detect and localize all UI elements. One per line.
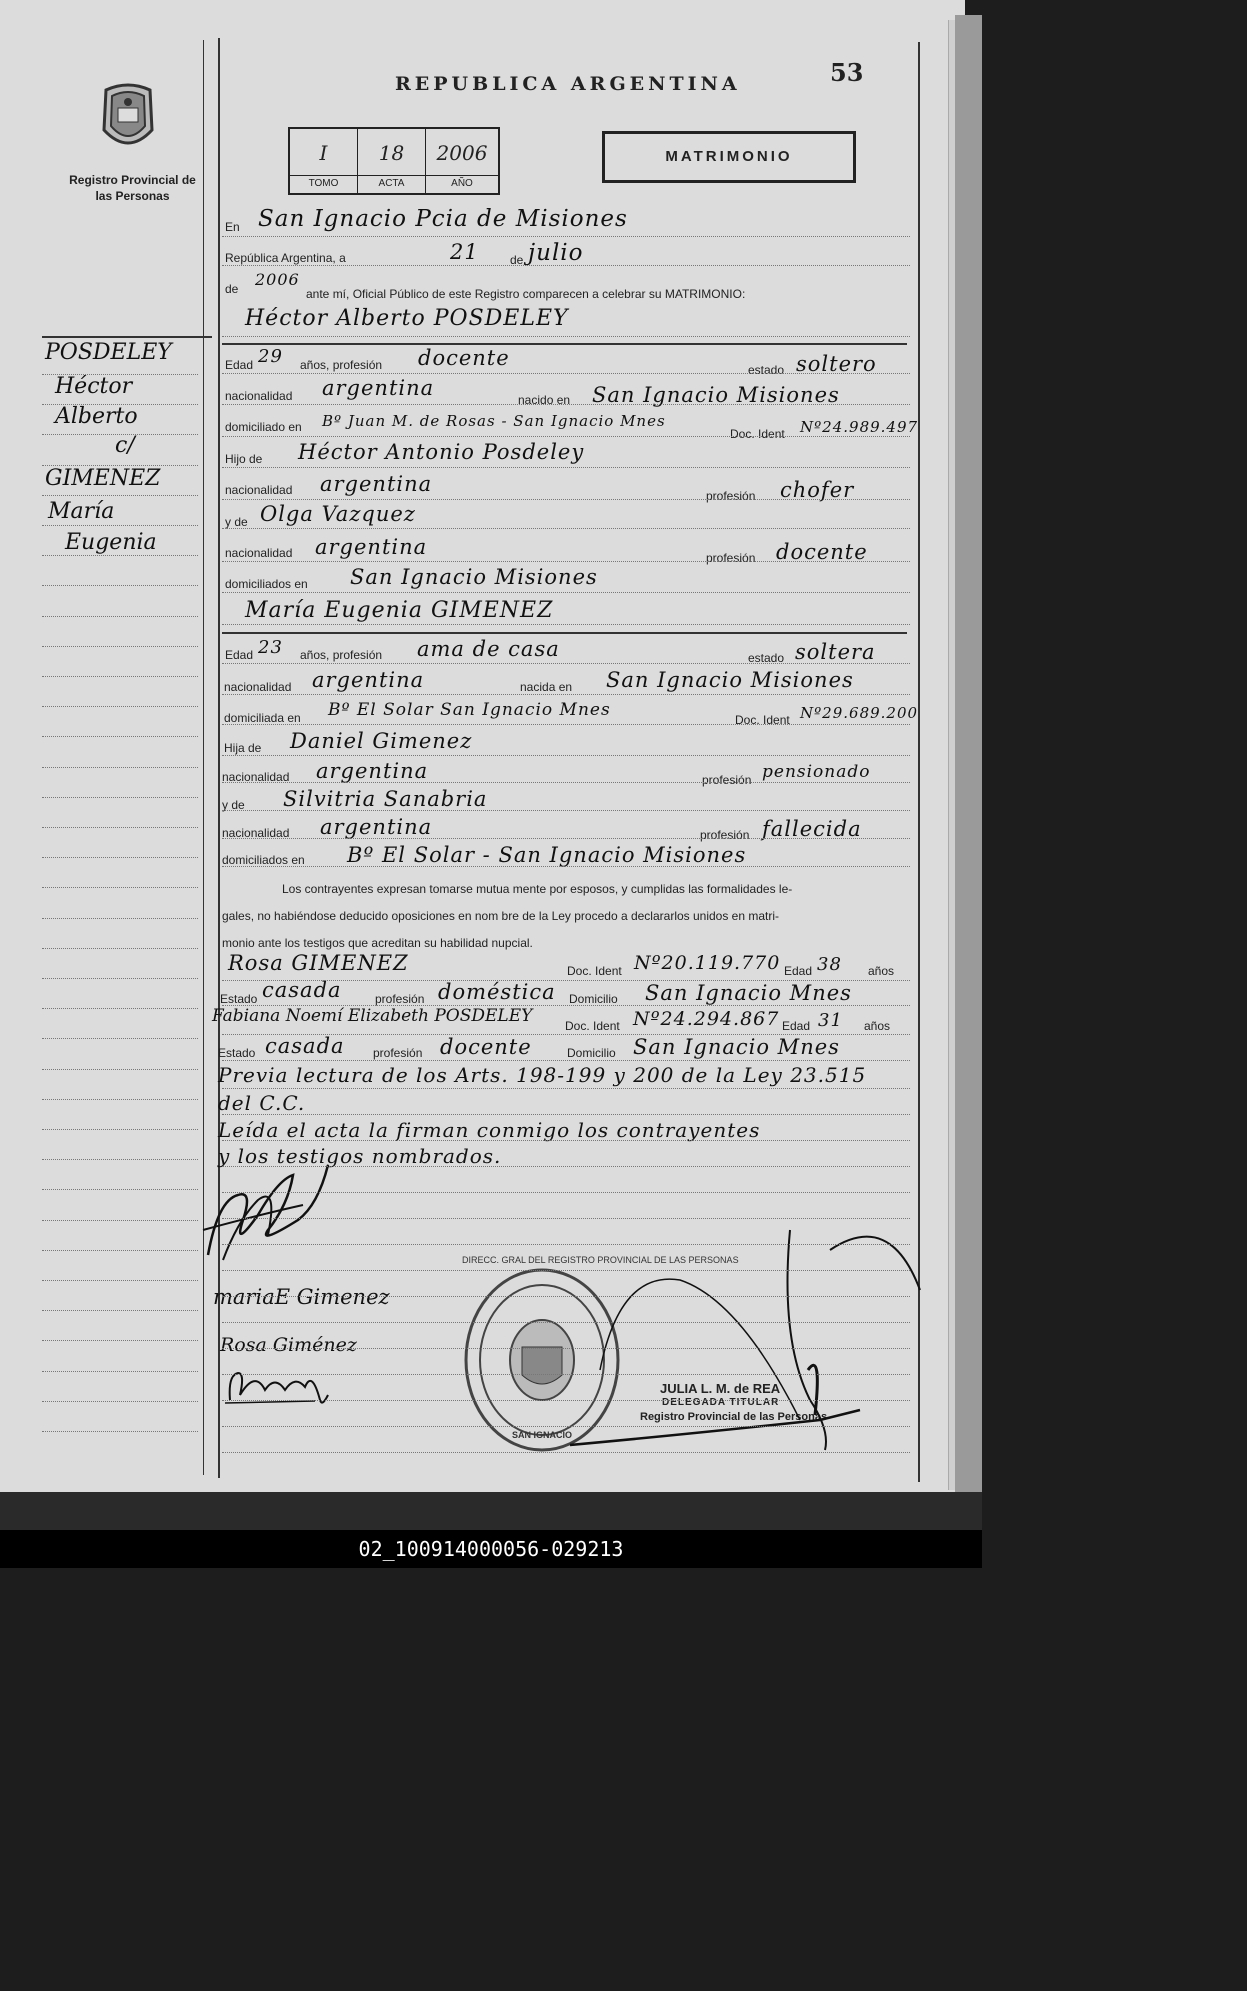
de-label: de [510, 253, 524, 267]
body-rule-line [222, 782, 910, 783]
witness2-doc-label: Doc. Ident [565, 1019, 620, 1033]
body-rule-line [222, 838, 910, 839]
witness1-dom-label: Domicilio [569, 992, 618, 1006]
bride-nacida-label: nacida en [520, 680, 573, 694]
bride-father-prof: pensionado [762, 762, 871, 782]
witness2-estado-label: Estado [218, 1046, 256, 1060]
tomo-label: TOMO [290, 175, 357, 189]
bride-nac-label: nacionalidad [224, 680, 292, 694]
tomo-cell [290, 129, 358, 193]
body-rule-line [222, 1166, 910, 1167]
body-rule-line [222, 436, 910, 437]
scan-border [0, 1492, 982, 1530]
note-line-3: Leída el acta la firman conmigo los contrayentes [218, 1118, 761, 1142]
groom-father: Héctor Antonio Posdeley [298, 440, 585, 464]
body-rule-line [222, 1270, 910, 1271]
body-rule-line [222, 499, 910, 500]
bride-father: Daniel Gimenez [290, 729, 473, 753]
margin-name-groom-1: Héctor [55, 374, 133, 399]
witness2-age: 31 [818, 1010, 843, 1031]
bride-age: 23 [258, 637, 283, 658]
margin-rule-line [42, 676, 198, 677]
margin-rule-line [42, 585, 198, 586]
margin-rule-line [42, 1310, 198, 1311]
bride-mother-prof-label: profesión [700, 828, 750, 842]
body-rule-line [222, 810, 910, 811]
margin-rule-line [42, 1431, 198, 1432]
margin-rule-line [42, 1159, 198, 1160]
file-caption: 02_100914000056-029213 [0, 1530, 982, 1568]
witness1-doc: Nº20.119.770 [634, 952, 781, 974]
margin-rule-line [42, 767, 198, 768]
groom-mother-prof-label: profesión [706, 551, 756, 565]
body-rule-line [222, 1140, 910, 1141]
margin-rule-line [42, 495, 198, 496]
bride-mother-nat-label: nacionalidad [222, 826, 290, 840]
margin-rule-line [42, 978, 198, 979]
bride-mother: Silvitria Sanabria [283, 787, 488, 811]
groom-nationality: argentina [322, 376, 435, 400]
acta-label: ACTA [358, 175, 425, 189]
body-rule-line [222, 1244, 910, 1245]
margin-rule-line [42, 887, 198, 888]
witness2-prof-label: profesión [373, 1046, 423, 1060]
bride-signature: mariaE Gimenez [213, 1285, 390, 1309]
witness1-prof-label: profesión [375, 992, 425, 1006]
body-rule-line [222, 1192, 910, 1193]
margin-rule-line [42, 646, 198, 647]
republica-label: República Argentina, a [225, 251, 346, 265]
body-rule-line [222, 1374, 910, 1375]
bride-anos-label: años, profesión [300, 648, 383, 662]
groom-edad-label: Edad [225, 358, 254, 372]
margin-rule-line [42, 1401, 198, 1402]
body-rule-line [222, 336, 910, 337]
groom-doc: Nº24.989.497 [800, 418, 919, 436]
witness1-name: Rosa GIMENEZ [228, 951, 409, 975]
body-rule-line [222, 1218, 910, 1219]
note-line-1: Previa lectura de los Arts. 198-199 y 200 de la Ley 23.515 [218, 1063, 867, 1087]
groom-mother: Olga Vazquez [260, 502, 416, 526]
margin-rule-line [42, 1280, 198, 1281]
body-rule-line [222, 265, 910, 266]
year-value: 2006 [255, 270, 300, 289]
margin-rule-line [42, 1189, 198, 1190]
margin-rule-line [42, 374, 198, 375]
witness1-anos-label: años [868, 964, 895, 978]
witness1-estado-label: Estado [220, 992, 258, 1006]
en-label: En [225, 220, 240, 234]
witness2-signature [220, 1365, 340, 1410]
margin-surname-groom: POSDELEY [45, 340, 172, 365]
official-signature [560, 1220, 940, 1460]
groom-mother-nat: argentina [315, 535, 428, 559]
body-rule-line [222, 1060, 910, 1061]
margin-rule-line [42, 434, 198, 435]
bride-name: María Eugenia GIMENEZ [245, 598, 554, 623]
declaration-line-3: monio ante los testigos que acreditan su habilidad nupcial. [222, 936, 533, 950]
margin-rule-line [42, 918, 198, 919]
bride-birthplace: San Ignacio Misiones [606, 668, 854, 692]
groom-name: Héctor Alberto POSDELEY [245, 306, 569, 331]
margin-rule-line [42, 1220, 198, 1221]
margin-rule-line [42, 616, 198, 617]
witness1-profession: doméstica [438, 980, 556, 1004]
margin-rule-line [42, 1129, 198, 1130]
witness1-edad-label: Edad [784, 964, 813, 978]
witness1-doc-label: Doc. Ident [567, 964, 622, 978]
margin-rule-line [42, 1340, 198, 1341]
margin-rule-line [42, 1250, 198, 1251]
body-rule-line [222, 236, 910, 237]
official-org: Registro Provincial de las Personas [640, 1411, 828, 1423]
margin-rule-line [42, 555, 198, 556]
margin-rule-line [42, 827, 198, 828]
margin-rule-line [42, 1038, 198, 1039]
margin-rule-line [42, 797, 198, 798]
body-rule-line [222, 1114, 910, 1115]
groom-father-prof: chofer [780, 478, 855, 502]
witness2-anos-label: años [864, 1019, 891, 1033]
body-rule-line [222, 1426, 910, 1427]
bride-domp-label: domiciliados en [222, 853, 305, 867]
groom-anos-label: años, profesión [300, 358, 383, 372]
body-rule-line [222, 1348, 910, 1349]
groom-parents-address: San Ignacio Misiones [350, 565, 598, 589]
ano-value: 2006 [436, 141, 488, 165]
witness1-signature: Rosa Giménez [220, 1334, 357, 1356]
body-rule-line [222, 467, 910, 468]
margin-name-bride-2: Eugenia [65, 530, 157, 555]
bride-father-nat-label: nacionalidad [222, 770, 290, 784]
groom-mother-prof: docente [776, 540, 868, 564]
groom-hijo-label: Hijo de [225, 452, 263, 466]
act-type-box: MATRIMONIO [602, 131, 856, 183]
body-rule-line [222, 980, 910, 981]
witness1-estado: casada [262, 978, 342, 1002]
margin-rule-line [42, 706, 198, 707]
groom-doc-label: Doc. Ident [730, 427, 785, 441]
acta-value: 18 [378, 141, 405, 165]
groom-age: 29 [258, 346, 283, 367]
intro-clause: ante mí, Oficial Público de este Registro comparecen a celebrar su MATRIMONIO: [306, 287, 746, 301]
day-value: 21 [450, 240, 479, 264]
bride-nationality: argentina [312, 668, 425, 692]
groom-estado-label: estado [748, 363, 785, 377]
bride-section-rule [222, 632, 907, 634]
groom-nacido-label: nacido en [518, 393, 571, 407]
margin-rule-line [42, 1099, 198, 1100]
ano-cell [426, 129, 498, 193]
body-rule-line [222, 1005, 910, 1006]
acta-cell [358, 129, 426, 193]
groom-father-nat-label: nacionalidad [225, 483, 293, 497]
body-rule-line [222, 373, 910, 374]
witness2-dom-label: Domicilio [567, 1046, 616, 1060]
groom-yde-label: y de [225, 515, 248, 529]
bride-father-nat: argentina [316, 759, 429, 783]
record-reference-box [288, 127, 500, 195]
margin-rule-line [42, 1371, 198, 1372]
registry-seal-icon [96, 82, 160, 160]
witness2-address: San Ignacio Mnes [633, 1035, 840, 1059]
margin-name-bride-1: María [48, 499, 115, 524]
bride-yde-label: y de [222, 798, 245, 812]
margin-rule-line [42, 1008, 198, 1009]
bride-hija-label: Hija de [224, 741, 262, 755]
bride-estado-label: estado [748, 651, 785, 665]
body-rule-line [222, 724, 910, 725]
groom-mother-nat-label: nacionalidad [225, 546, 293, 560]
bride-edad-label: Edad [225, 648, 254, 662]
witness1-address: San Ignacio Mnes [645, 981, 852, 1005]
body-rule-line [222, 624, 910, 625]
body-rule-line [222, 1296, 910, 1297]
bride-father-prof-label: profesión [702, 773, 752, 787]
groom-dom-label: domiciliado en [225, 420, 302, 434]
body-rule-line [222, 592, 910, 593]
groom-nac-label: nacionalidad [225, 389, 293, 403]
bride-dom-label: domiciliada en [224, 711, 301, 725]
body-rule-line [222, 1452, 910, 1453]
witness2-estado: casada [265, 1034, 345, 1058]
country-heading: REPUBLICA ARGENTINA [395, 73, 741, 95]
body-rule-line [222, 528, 910, 529]
margin-rule-line [42, 525, 198, 526]
body-rule-line [222, 1088, 910, 1089]
bride-doc-label: Doc. Ident [735, 713, 790, 727]
bride-estado: soltera [795, 640, 876, 664]
body-rule-line [222, 1034, 910, 1035]
witness2-edad-label: Edad [782, 1019, 811, 1033]
bride-profession: ama de casa [417, 637, 560, 661]
witness2-profession: docente [440, 1035, 532, 1059]
margin-rule-line [42, 736, 198, 737]
stamp-inner-text: SAN IGNACIO [512, 1430, 573, 1440]
body-rule-line [222, 694, 910, 695]
bride-address: Bº El Solar San Ignacio Mnes [328, 700, 611, 720]
margin-surname-bride: GIMENEZ [45, 466, 161, 491]
witness2-doc: Nº24.294.867 [633, 1008, 780, 1030]
margin-top-rule [42, 336, 212, 338]
groom-signature [198, 1160, 338, 1270]
margin-rule-line [42, 404, 198, 405]
groom-birthplace: San Ignacio Misiones [592, 383, 840, 407]
groom-father-prof-label: profesión [706, 489, 756, 503]
month-value: julio [528, 240, 584, 266]
official-name: JULIA L. M. de REA [660, 1381, 781, 1396]
margin-rule-line [42, 465, 198, 466]
witness1-age: 38 [817, 954, 842, 975]
stamp-outer-text: DIRECC. GRAL DEL REGISTRO PROVINCIAL DE LAS PERSONAS [462, 1255, 739, 1265]
declaration-line-2: gales, no habiéndose deducido oposiciones en nom bre de la Ley procedo a declararlos unidos en matri- [222, 909, 780, 923]
bride-mother-nat: argentina [320, 815, 433, 839]
tomo-value: I [319, 141, 328, 165]
official-role: DELEGADA TITULAR [662, 1397, 780, 1408]
book-edge [955, 15, 982, 1495]
body-rule-line [222, 866, 910, 867]
margin-separator: c/ [115, 433, 135, 458]
de2-label: de [225, 282, 239, 296]
declaration-line-1: Los contrayentes expresan tomarse mutua mente por esposos, y cumplidas las formalidades le- [282, 882, 793, 896]
margin-rule-line [42, 1069, 198, 1070]
note-line-2: del C.C. [218, 1091, 306, 1115]
page-number: 53 [830, 58, 864, 87]
groom-address: Bº Juan M. de Rosas - San Ignacio Mnes [322, 412, 666, 430]
witness2-name: Fabiana Noemí Elizabeth POSDELEY [212, 1006, 533, 1026]
margin-rule-line [42, 948, 198, 949]
body-rule-line [222, 1322, 910, 1323]
body-rule-line [222, 561, 910, 562]
body-rule-line [222, 755, 910, 756]
body-rule-line [222, 404, 910, 405]
groom-domp-label: domiciliados en [225, 577, 308, 591]
groom-profession: docente [418, 346, 510, 370]
note-line-4: y los testigos nombrados. [218, 1144, 502, 1168]
groom-father-nat: argentina [320, 472, 433, 496]
ano-label: AÑO [426, 175, 498, 189]
margin-name-groom-2: Alberto [55, 404, 138, 429]
body-rule-line [222, 663, 910, 664]
groom-estado: soltero [796, 352, 877, 376]
registry-name: Registro Provincial de las Personas [69, 173, 196, 203]
bride-doc: Nº29.689.200 [800, 704, 919, 722]
body-rule-line [222, 1400, 910, 1401]
bride-parents-address: Bº El Solar - San Ignacio Misiones [347, 843, 747, 867]
margin-rule-line [42, 857, 198, 858]
place-value: San Ignacio Pcia de Misiones [258, 206, 628, 232]
groom-section-rule [222, 343, 907, 345]
bride-mother-prof: fallecida [762, 817, 862, 841]
